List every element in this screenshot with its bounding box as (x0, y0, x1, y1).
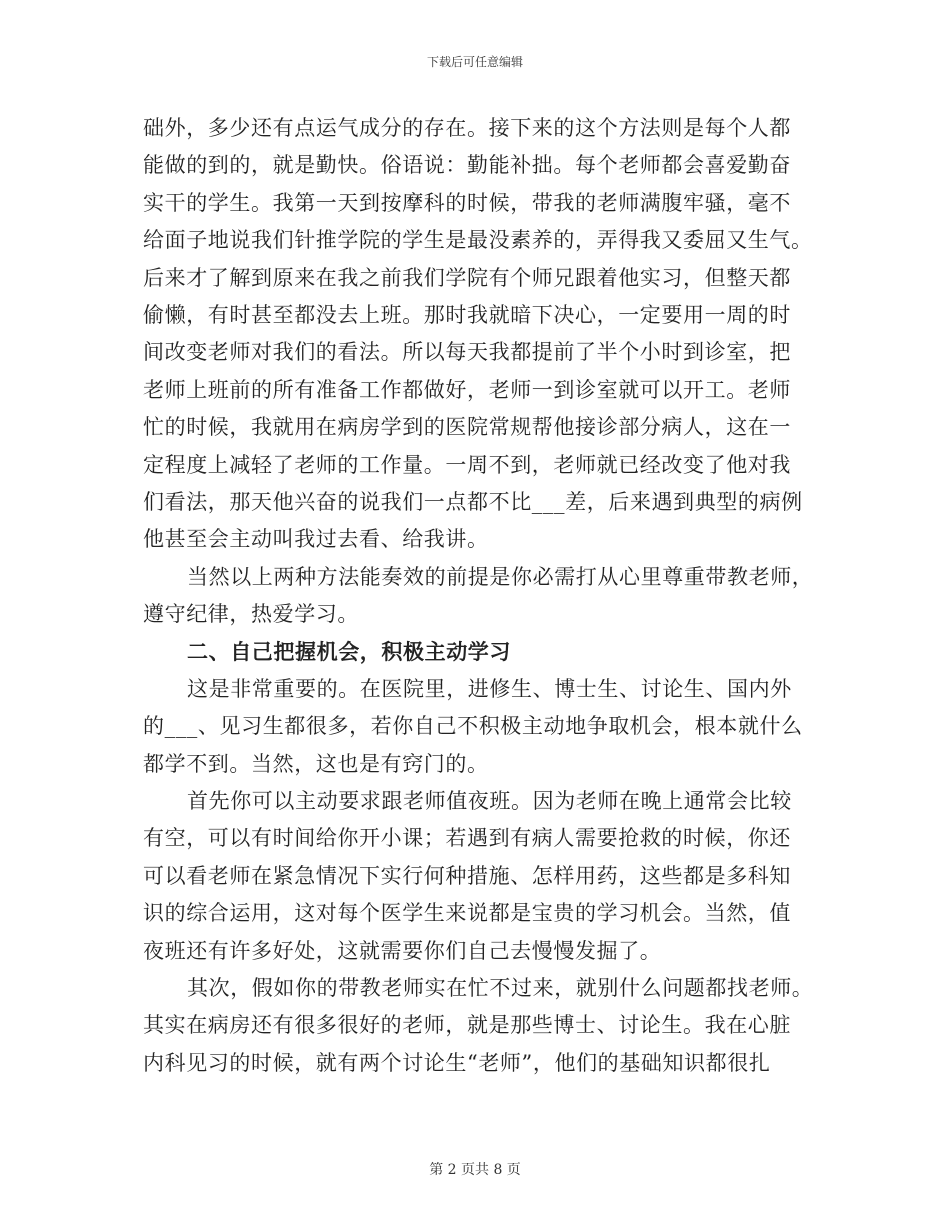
text-line: 都学不到。当然，这也是有窍门的。 (143, 751, 489, 776)
page-footer: 第 2 页共 8 页 (429, 1162, 521, 1178)
text-line: 后来才了解到原来在我之前我们学院有个师兄跟着他实习，但整天都 (143, 265, 791, 290)
text-line: 识的综合运用，这对每个医学生来说都是宝贵的学习机会。当然，值 (143, 901, 791, 926)
text-line: 偷懒，有时甚至都没去上班。那时我就暗下决心，一定要用一周的时 (143, 302, 791, 327)
text-line: 他甚至会主动叫我过去看、给我讲。 (143, 527, 489, 552)
text-line: 老师上班前的所有准备工作都做好，老师一到诊室就可以开工。老师 (143, 377, 791, 402)
text-line: 定程度上减轻了老师的工作量。一周不到，老师就已经改变了他对我 (143, 452, 791, 477)
text-line: 给面子地说我们针推学院的学生是最没素养的，弄得我又委屈又生气。 (143, 228, 813, 253)
text-line: 有空，可以有时间给你开小课；若遇到有病人需要抢救的时候，你还 (143, 826, 791, 851)
text-line: 础外，多少还有点运气成分的存在。接下来的这个方法则是每个人都 (143, 116, 791, 140)
text-line: 首先你可以主动要求跟老师值夜班。因为老师在晚上通常会比较 (187, 789, 792, 814)
text-line: 遵守纪律，热爱学习。 (143, 602, 359, 627)
text-line: 的___、见习生都很多，若你自己不积极主动地争取机会，根本就什么 (143, 714, 803, 739)
text-line: 其实在病房还有很多很好的老师，就是那些博士、讨论生。我在心脏 (143, 1013, 791, 1038)
page-header: 下载后可任意编辑 (426, 55, 523, 69)
text-line: 忙的时候，我就用在病房学到的医院常规帮他接诊部分病人，这在一 (143, 415, 791, 440)
text-line: 夜班还有许多好处，这就需要你们自己去慢慢发掘了。 (143, 938, 662, 963)
text-line: 这是非常重要的。在医院里，进修生、博士生、讨论生、国内外 (187, 676, 792, 701)
text-line: 内科见习的时候，就有两个讨论生“老师”，他们的基础知识都很扎 (143, 1050, 771, 1075)
text-line: 其次，假如你的带教老师实在忙不过来，就别什么问题都找老师。 (187, 975, 814, 1000)
section-heading: 二、自己把握机会，积极主动学习 (187, 639, 511, 665)
text-line: 当然以上两种方法能奏效的前提是你必需打从心里尊重带教老师， (187, 564, 814, 589)
text-line: 能做的到的，就是勤快。俗语说：勤能补拙。每个老师都会喜爱勤奋 (143, 153, 791, 178)
text-line: 们看法，那天他兴奋的说我们一点都不比___差，后来遇到典型的病例 (143, 489, 803, 514)
text-line: 间改变老师对我们的看法。所以每天我都提前了半个小时到诊室，把 (143, 340, 791, 365)
text-line: 实干的学生。我第一天到按摩科的时候，带我的老师满腹牢骚，毫不 (143, 190, 791, 215)
document-body (143, 110, 813, 1082)
text-line: 可以看老师在紧急情况下实行何种措施、怎样用药，这些都是多科知 (143, 863, 791, 888)
